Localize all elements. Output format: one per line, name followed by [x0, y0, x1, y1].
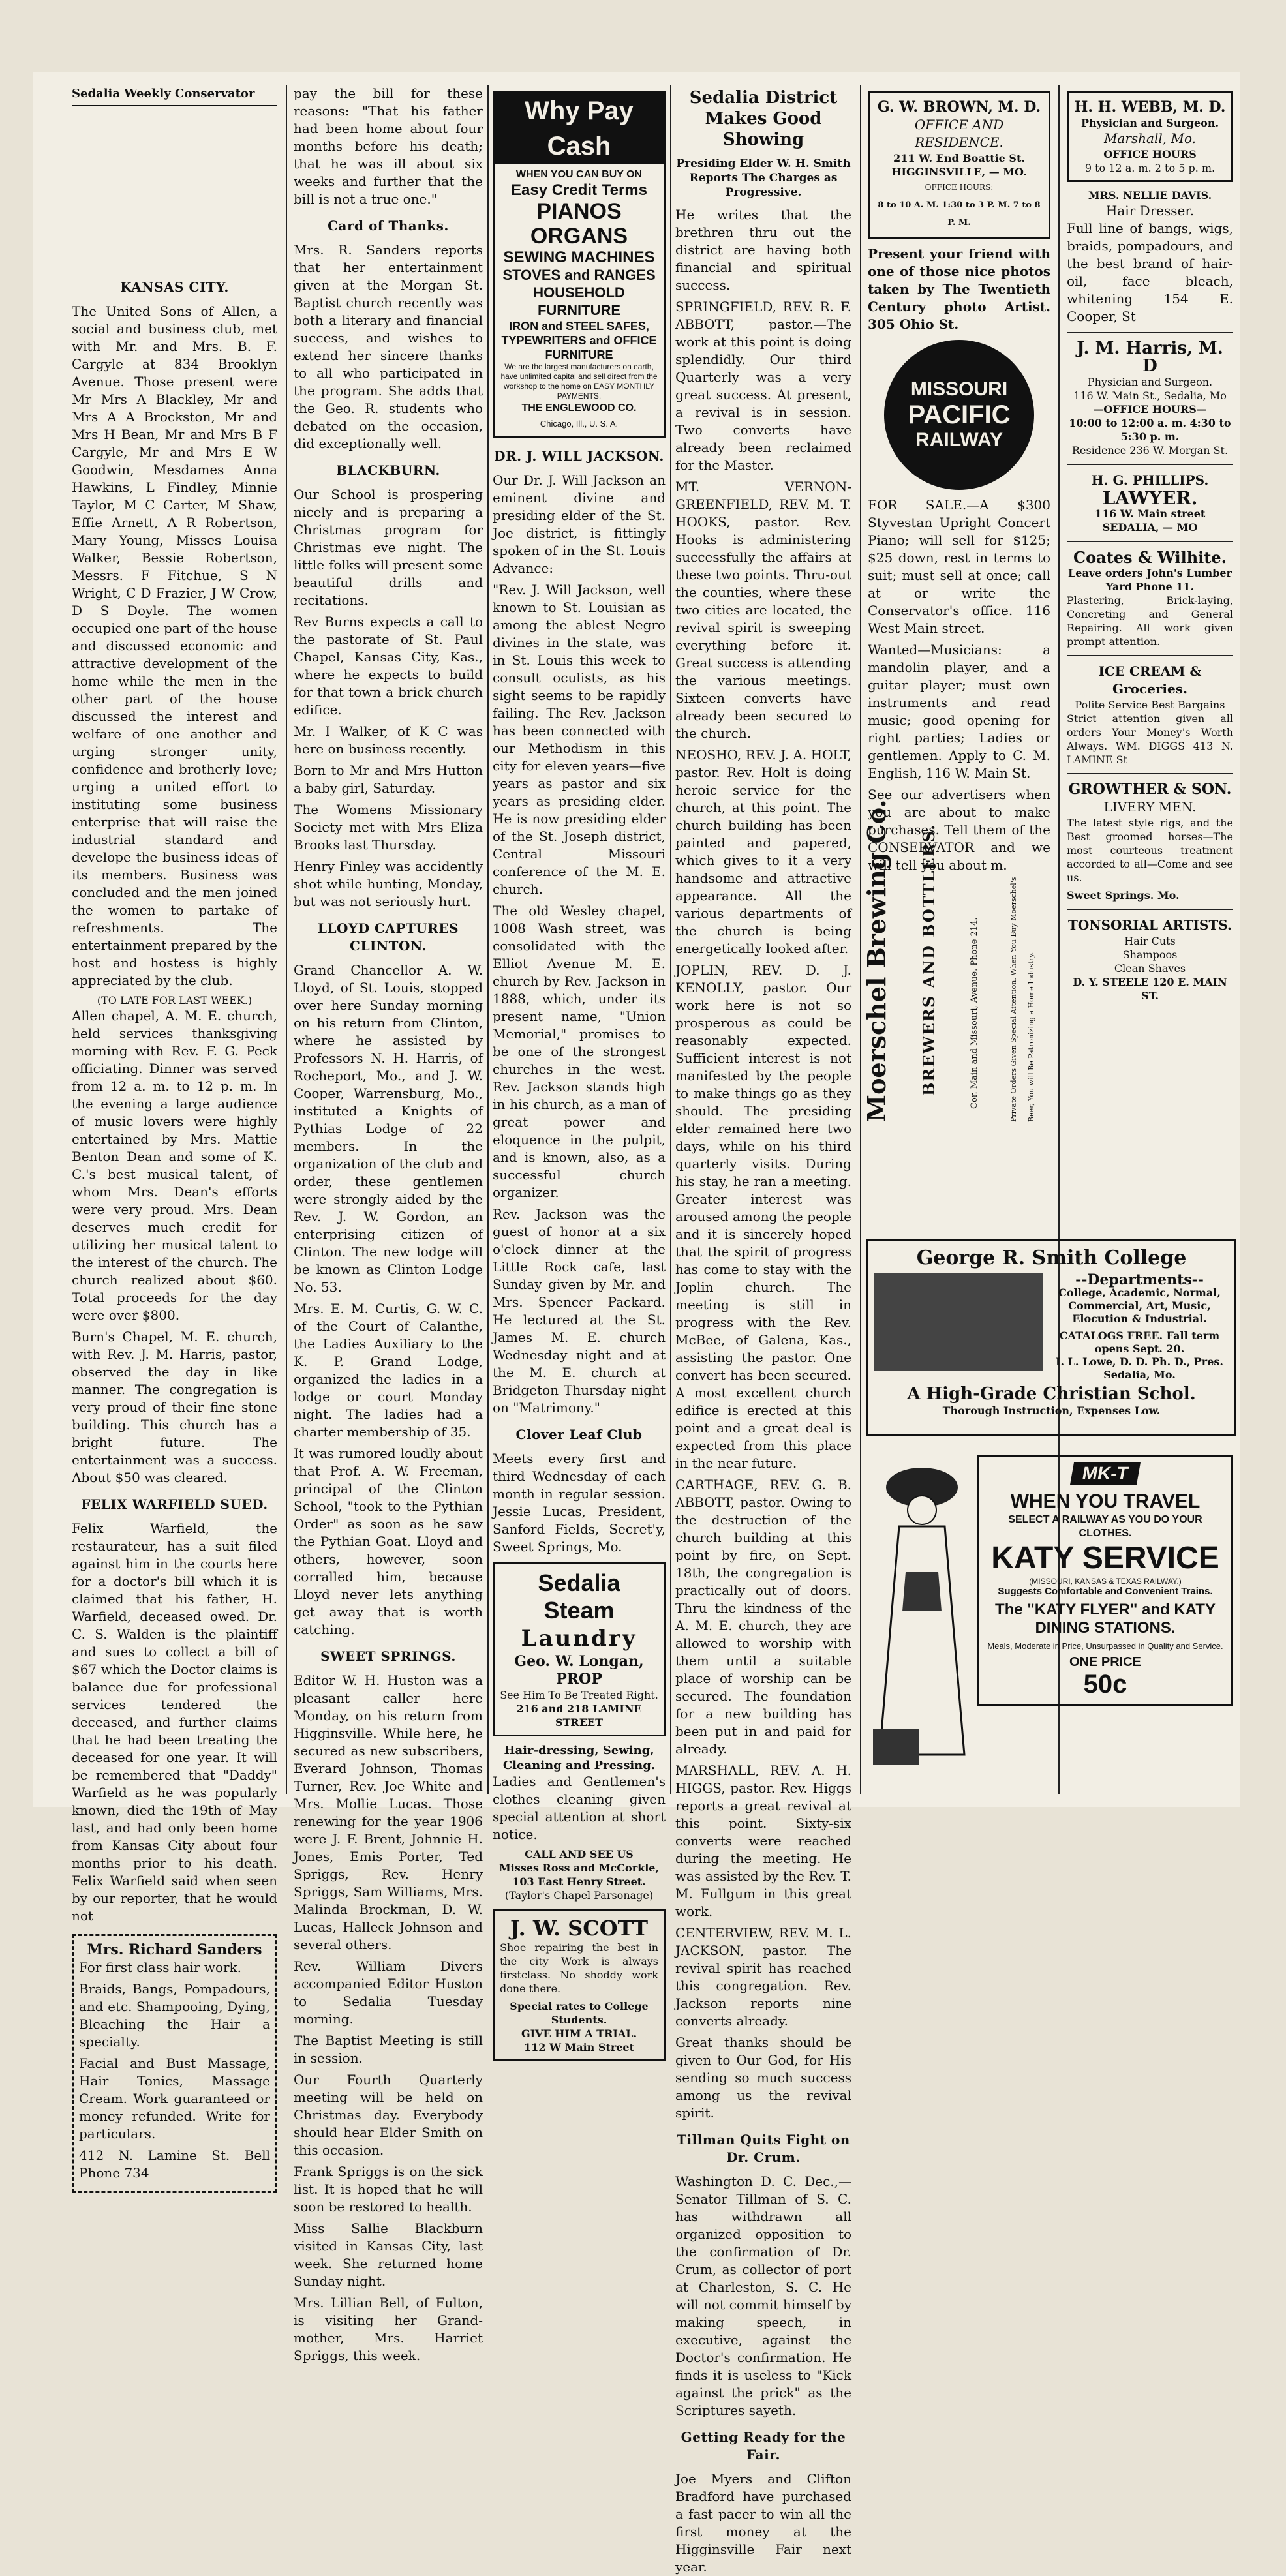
lloyd-paragraph: Mrs. E. M. Curtis, G. W. C. of the Court of Calanthe, the Ladies Auxiliary to the K. P. Grand Lodge, organized the ladies in a lodge or court Monday night. The ladies had a charter membership of 35.: [294, 1301, 483, 1440]
missouri-pacific-logo: [884, 340, 1034, 490]
sweet-springs-heading: SWEET SPRINGS.: [320, 1648, 456, 1664]
college-tagline: A High-Grade Christian Schol.: [907, 1384, 1196, 1404]
sanders-name: Mrs. Richard Sanders: [87, 1941, 262, 1958]
cash-fine-print: We are the largest manufacturers on earth, have unlimited capital and sell direct from the workshop to the home on EASY MONTHLY PAYMENTS.: [500, 362, 658, 401]
card-of-thanks-paragraph: Mrs. R. Sanders reports that her entertainment given at the Morgan St. Baptist church recently was both a literary and financial success, and wishes to extend her sincere thanks to all who participated in the program. She adds that the Geo. R. students who debated on the occasion, did exceptionally well.: [294, 242, 483, 451]
mkt-logo: MK-T: [1070, 1462, 1141, 1485]
hair-dressing-paragraph: Ladies and Gentlemen's clothes cleaning given special attention at short notice.: [493, 1774, 666, 1842]
brown-hours: 8 to 10 A. M. 1:30 to 3 P. M. 7 to 8 P. M.: [878, 200, 1041, 228]
for-sale-notice: FOR SALE.—A $300 Styvestan Upright Concert Piano; will sell for $125; $25 down, rest in terms to suit; must sell at once; call at or write the Conservator's office. 116 West Main street.: [868, 497, 1050, 636]
webb-town: Marshall, Mo.: [1103, 130, 1197, 146]
late-note: (TO LATE FOR LAST WEEK.): [97, 994, 253, 1007]
mopac-line: PACIFIC: [908, 401, 1011, 429]
katy-line: (MISSOURI, KANSAS & TEXAS RAILWAY.): [1029, 1577, 1182, 1586]
district-paragraph: Great thanks should be given to Our God, for His sending so much success among us the revival spirit.: [675, 2035, 851, 2121]
column-5: [862, 85, 1050, 1239]
cash-line: HOUSEHOLD FURNITURE: [533, 284, 625, 318]
phillips-address: 116 W. Main street: [1094, 508, 1206, 520]
jackson-paragraph: "Rev. J. Will Jackson, well known to St. Louisian as among the ablest Negro divines in the state, was in St. Louis this week to consult oculists, as his sight seems to be rapidly failing. The Rev. Jackson has been connected with our Methodism in this city for eleven years—five years as pastor and six years as presiding elder. He is now presiding elder of the St. Joseph district, Central Missouri conference of the M. E. church.: [493, 582, 666, 897]
tillman-heading: Tillman Quits Fight on Dr. Crum.: [677, 2132, 850, 2165]
column-rule: [860, 85, 861, 1794]
college-president: I. L. Lowe, D. D. Ph. D., Pres. Sedalia, Mo.: [1056, 1356, 1223, 1381]
cash-address: Chicago, Ill., U. S. A.: [540, 419, 619, 429]
jackson-paragraph: Our Dr. J. Will Jackson an eminent divine and presiding elder of the St. Joe district, is fittingly spoken of in the St. Louis Advance:: [493, 472, 666, 576]
sweet-springs-paragraph: Mrs. Lillian Bell, of Fulton, is visiting her Grand-mother, Mrs. Harriet Spriggs, this week.: [294, 2295, 483, 2363]
coates-paragraph: Plastering, Brick-laying, Concreting and General Repairing. All work given prompt attention.: [1067, 594, 1233, 648]
katy-panel: [977, 1455, 1233, 1706]
cash-line: STOVES and RANGES: [502, 267, 656, 283]
allen-chapel-paragraph: Allen chapel, A. M. E. church, held services thanksgiving morning with Rev. F. G. Peck officiating. Dinner was served from 12 a. m. to 12 p. m. In the evening a large audience of music lovers were highly entertained by Mrs. Mattie Benton Dean and some of K. C.'s best musical talent, of whom Mrs. Dean's efforts were very proud. Mrs. Dean deserves much credit for utilizing her musical talent to the interest of the church. The church realized about $60. Total proceeds for the day were over $800.: [72, 1008, 277, 1323]
card-of-thanks-heading: Card of Thanks.: [328, 218, 449, 234]
harris-hours: 10:00 to 12:00 a. m. 4:30 to 5:30 p. m.: [1069, 417, 1231, 443]
blackburn-heading: BLACKBURN.: [336, 462, 440, 478]
harris-hours-label: —OFFICE HOURS—: [1093, 403, 1207, 416]
sweet-springs-paragraph: Our Fourth Quarterly meeting will be held on Christmas day. Everybody should hear Elder Smith on this occasion.: [294, 2072, 483, 2158]
lloyd-paragraph: It was rumored loudly about that Prof. A. W. Freeman, principal of the Clinton School, "took to the Pythian Order" as soon as he saw the Pythian Goat. Lloyd and others, however, soon corralled him, because Lloyd never lets anything get away that is worth catching.: [294, 1446, 483, 1637]
katy-price: 50c: [1083, 1670, 1127, 1699]
katy-line: WHEN YOU TRAVEL: [1010, 1491, 1201, 1512]
growther-town: Sweet Springs. Mo.: [1067, 889, 1180, 902]
lloyd-paragraph: Grand Chancellor A. W. Lloyd, of St. Louis, stopped over here Sunday morning on his return from Clinton, where he assisted by Professors N. H. Harris, of Rocheport, Mo., and J. W. Cooper, Warrensburg, Mo., instituted a Knights of Pythias Lodge of 22 members. In the organization of the club and order, these gentlemen were strongly aided by the Rev. J. W. Gordon, an enterprising citizen of Clinton. The new lodge will be known as Clinton Lodge No. 53.: [294, 962, 483, 1295]
column-rule: [670, 85, 671, 1794]
cash-line: PIANOS: [536, 199, 622, 224]
lloyd-heading: LLOYD CAPTURES CLINTON.: [317, 920, 459, 954]
clover-leaf-paragraph: Meets every first and third Wednesday of each month in regular session. Jessie Lucas, President, Sanford Fields, Secret'y, Sweet Springs, Mo.: [493, 1451, 666, 1554]
college-ad: [866, 1239, 1236, 1436]
felix-warfield-paragraph: Felix Warfield, the restaurateur, has a suit filed against him in the courts here for a doctor's bill which it is claimed that his father, H. Warfield, deceased owed. Dr. C. S. Walden is the plaintiff and sues to collect a bill of $67 which the Doctor claims is balance due for professional services tendered the deceased, and further claims that he had been treating the deceased for one year. It will be remembered that "Daddy" Warfield as he was popularly known, died the 19th of May last, and had only been home from Kansas City about four months prior to his death. Felix Warfield said when seen by our reporter, that he would not: [72, 1521, 277, 1924]
scott-name: J. W. SCOTT: [510, 1916, 649, 1941]
harris-sub: Physician and Surgeon.: [1087, 376, 1213, 388]
why-pay-cash-title: Why Pay Cash: [495, 93, 664, 164]
brew-sub: BREWERS AND BOTTLERS.: [919, 823, 938, 1096]
photo-notice: Present your friend with one of those nice photos taken by The Twentieth Century photo Artist. 305 Ohio St.: [868, 246, 1050, 332]
webb-hours: 9 to 12 a. m. 2 to 5 p. m.: [1084, 162, 1216, 174]
kansas-city-heading: KANSAS CITY.: [120, 279, 229, 295]
webb-name: H. H. WEBB, M. D.: [1074, 98, 1226, 115]
cash-line: ORGANS: [530, 224, 628, 249]
brew-note: Private Orders Given Special Attention. When You Buy Moerschel's Beer, You will Be Patronizing a Home Industry.: [1009, 877, 1035, 1122]
harris-address: 116 W. Main St., Sedalia, Mo: [1073, 389, 1227, 402]
sweet-springs-paragraph: Rev. William Divers accompanied Editor Huston to Sedalia Tuesday morning.: [294, 1958, 483, 2027]
college-catalogs: CATALOGS FREE. Fall term opens Sept. 20.: [1059, 1329, 1220, 1355]
davis-paragraph: Full line of bangs, wigs, braids, pompadours, and the best brand of hair-oil, face bleach, whitening 154 E. Cooper, St: [1067, 220, 1233, 324]
sanders-line: Facial and Bust Massage, Hair Tonics, Massage Cream. Work guaranteed or money refunded. Write for particulars.: [79, 2055, 270, 2142]
district-paragraph: SPRINGFIELD, REV. R. F. ABBOTT, pastor.—The work at this point is doing splendidly. Our third Quarterly was a very great success. At present, a revival is in session. Two converts have already been reclaimed for the Master.: [675, 299, 851, 473]
phillips-town: SEDALIA, — MO: [1102, 521, 1198, 534]
ice-cream-sub: Polite Service Best Bargains: [1075, 699, 1225, 711]
sanders-line: Braids, Bangs, Pompadours, and etc. Shampooing, Dying, Bleaching the Hair a specialty.: [79, 1981, 270, 2050]
katy-line: SELECT A RAILWAY AS YOU DO YOUR CLOTHES.: [1008, 1514, 1202, 1539]
laundry-proprietor: Geo. W. Longan, PROP: [514, 1653, 644, 1688]
scott-address: 112 W Main Street: [524, 2041, 634, 2053]
scott-trial: GIVE HIM A TRIAL.: [521, 2027, 637, 2040]
brew-name: Moerschel Brewing Co.: [862, 799, 891, 1122]
college-tagline-2: Thorough Instruction, Expenses Low.: [942, 1404, 1161, 1417]
growther-title: LIVERY MEN.: [1103, 799, 1197, 815]
growther-name: GROWTHER & SON.: [1068, 781, 1232, 798]
laundry-ad: [493, 1562, 666, 1736]
harris-name: J. M. Harris, M. D: [1077, 339, 1223, 376]
harris-residence: Residence 236 W. Morgan St.: [1071, 444, 1229, 457]
brown-sub: OFFICE AND RESIDENCE.: [914, 117, 1004, 150]
jackson-paragraph: Rev. Jackson was the guest of honor at a six o'clock dinner at the Little Rock cafe, last Sunday given by Mr. and Mrs. Spencer Packard. He lectured at the St. James M. E. church Wednesday night and at the M. E. church at Bridgeton Thursday night on "Matrimony.": [493, 1206, 666, 1416]
masthead: Sedalia Weekly Conservator: [72, 85, 277, 106]
sanders-address: 412 N. Lamine St. Bell Phone 734: [79, 2147, 270, 2181]
college-departments: College, Academic, Normal, Commercial, Art, Music, Elocution & Industrial.: [1058, 1286, 1221, 1325]
column-1: [72, 85, 277, 2181]
district-heading: Sedalia District Makes Good Showing: [689, 88, 838, 149]
scott-ad: [493, 1909, 666, 2061]
mopac-line: RAILWAY: [915, 429, 1003, 451]
column-rule: [286, 85, 287, 1794]
tillman-paragraph: Washington D. C. Dec.,—Senator Tillman of S. C. has withdrawn all organized opposition to the confirmation of Dr. Crum, as collector of port at Charleston, S. C. He will not commit himself by making speech, in executive, against the Doctor's confirmation. He finds it is useless to "Kick against the prick" as the Scriptures sayeth.: [675, 2174, 851, 2418]
newspaper-page: [33, 72, 1240, 2575]
cash-line: IRON and STEEL SAFES, TYPEWRITERS and OFFICE FURNITURE: [501, 320, 657, 361]
wanted-notice: Wanted—Musicians: a mandolin player, and a guitar player; must own instruments and read music; good opening for right parties; Ladies or gentlemen. Apply to C. M. English, 116 W. Main St.: [868, 642, 1050, 781]
tonsorial-name: D. Y. STEELE 120 E. MAIN ST.: [1073, 976, 1227, 1002]
district-paragraph: He writes that the brethren thru out the district are having both financial and spiritual success.: [675, 207, 851, 293]
katy-service: KATY SERVICE: [991, 1541, 1219, 1575]
sweet-springs-paragraph: The Baptist Meeting is still in session.: [294, 2033, 483, 2066]
column-6: [1067, 85, 1233, 1239]
cash-firm: THE ENGLEWOOD CO.: [521, 402, 637, 414]
ice-cream-paragraph: Strict attention given all orders Your Money's Worth Always. WM. DIGGS 413 N. LAMINE St: [1067, 712, 1233, 766]
webb-hours-label: OFFICE HOURS: [1103, 148, 1197, 160]
tonsorial-line: Shampoos: [1122, 948, 1178, 961]
coates-orders: Leave orders John's Lumber Yard Phone 11.: [1068, 567, 1232, 593]
column-2: [294, 85, 483, 2363]
college-building-image: [874, 1273, 1043, 1371]
fair-heading: Getting Ready for the Fair.: [681, 2429, 846, 2462]
webb-ad: [1067, 91, 1233, 182]
brown-address: 211 W. End Boattie St.: [893, 152, 1025, 164]
advertisers-notice: See our advertisers when you are about to make purchases. Tell them of the CONSERVATOR and we will tell you about m.: [868, 787, 1050, 873]
column-rule: [487, 85, 489, 1794]
blackburn-paragraph: Rev Burns expects a call to the pastorate of St. Paul Chapel, Kansas City, Kas., where he expects to build for that town a brick church edifice.: [294, 614, 483, 718]
felix-warfield-heading: FELIX WARFIELD SUED.: [81, 1496, 268, 1512]
district-paragraph: MT. VERNON-GREENFIELD, REV. M. T. HOOKS, pastor. Rev. Hooks is administering successfully the affairs at these two points. Thru-out the counties, where these two cities are located, the revival spirit is sweeping everything before it. Great success is attending the various meetings. Sixteen converts have already been secured to the church.: [675, 479, 851, 741]
katy-line: Suggests Comfortable and Convenient Trains.: [998, 1586, 1213, 1597]
cash-terms: Easy Credit Terms: [511, 181, 647, 199]
burns-chapel-paragraph: Burn's Chapel, M. E. church, with Rev. J. M. Harris, pastor, observed the day in like manner. The congregation is very proud of their fine stone building. This church has a bright future. The entertainment was a success. About $50 was cleared.: [72, 1329, 277, 1485]
phillips-name: H. G. PHILLIPS.: [1091, 472, 1209, 488]
masthead-faded-text: [72, 106, 277, 269]
coates-name: Coates & Wilhite.: [1073, 548, 1227, 567]
brown-name: G. W. BROWN, M. D.: [877, 98, 1041, 115]
katy-ad: [866, 1442, 1232, 1787]
district-paragraph: CARTHAGE, REV. G. B. ABBOTT, pastor. Owing to the destruction of the church building at this point by fire, on Sept. 18th, the congregation is practically out of doors. Thru the kindness of the A. M. E. church, they are allowed to worship with them until a suitable place of worship can be secured. The foundation for a new building has been put in and paid for already.: [675, 1477, 851, 1757]
blackburn-paragraph: The Womens Missionary Society met with Mrs Eliza Brooks last Thursday.: [294, 802, 483, 853]
brew-address: Cor. Main and Missouri, Avenue. Phone 214.: [970, 917, 979, 1109]
sweet-springs-paragraph: Editor W. H. Huston was a pleasant caller here Monday, on his return from Higginsville. While here, he secured as new subscribers, Everard Johnson, Thomas Turner, Rev. Joe White and Mrs. Mollie Lucas. Those renewing for the year 1906 were J. F. Brent, Johnnie H. Jones, Emis Porter, Ted Spriggs, Rev. Henry Spriggs, Sam Williams, Mrs. Malinda Brockman, D. W. Lucas, Halleck Johnson and several others.: [294, 1673, 483, 1952]
brown-town: HIGGINSVILLE, — MO.: [891, 166, 1027, 178]
blackburn-paragraph: Born to Mr and Mrs Hutton a baby girl, Saturday.: [294, 763, 483, 796]
district-paragraph: MARSHALL, REV. A. H. HIGGS, pastor. Rev. Higgs reports a great revival at this point. Sixty-six converts were reached during the meeting. He was assisted by the Rev. T. M. Fullgum in this great work.: [675, 1763, 851, 1919]
laundry-title: Laundry: [521, 1626, 637, 1652]
sanders-ad: [72, 1934, 277, 2193]
lady-illustration: [866, 1442, 977, 1781]
webb-sub: Physician and Surgeon.: [1080, 117, 1219, 129]
davis-title: Hair Dresser.: [1105, 203, 1195, 219]
sweet-springs-paragraph: Frank Spriggs is on the sick list. It is hoped that he will soon be restored to health.: [294, 2164, 483, 2215]
continued-paragraph: pay the bill for these reasons: "That his father had been home about four months before his death; that he was ill about six weeks and further that the bill is not a true one.": [294, 85, 483, 207]
phillips-title: LAWYER.: [1102, 487, 1198, 509]
sanders-line: For first class hair work.: [79, 1960, 242, 1975]
jackson-heading: DR. J. WILL JACKSON.: [494, 448, 664, 464]
laundry-title: Sedalia Steam: [538, 1569, 620, 1624]
blackburn-paragraph: Our School is prospering nicely and is preparing a Christmas program for Christmas eve night. The little folks will present some beautiful drills and recitations.: [294, 487, 483, 608]
hair-dressing-heading: Hair-dressing, Sewing, Cleaning and Pressing.: [502, 1744, 656, 1772]
college-departments-heading: --Departments--: [1075, 1271, 1204, 1288]
laundry-tagline: See Him To Be Treated Right.: [500, 1689, 658, 1701]
blackburn-paragraph: Henry Finley was accidently shot while hunting, Monday, but was not seriously hurt.: [294, 858, 483, 909]
district-paragraph: NEOSHO, REV. J. A. HOLT, pastor. Rev. Holt is doing heroic service for the church, at this point. The church building has been painted and papered, which gives to it a very handsome and attractive appearance. All the various departments of the church is being energetically looked after.: [675, 747, 851, 956]
jackson-paragraph: The old Wesley chapel, 1008 Wash street, was consolidated with the Elliot Avenue M. E. church by Rev. Jackson in 1888, which, under its present name, "Union Memorial," promises to be one of the strongest churches in the west. Rev. Jackson stands high in his church, as a man of great power and eloquence in the pulpit, and is known, also, as a successful church organizer.: [493, 903, 666, 1200]
blackburn-paragraph: Mr. I Walker, of K C was here on business recently.: [294, 723, 483, 757]
hair-call: CALL AND SEE US: [525, 1848, 634, 1860]
growther-paragraph: The latest style rigs, and the Best groomed horses—The most courteous treatment accorded to all—Come and see us.: [1067, 817, 1233, 884]
laundry-address: 216 and 218 LAMINE STREET: [516, 1703, 642, 1729]
hair-names: Misses Ross and McCorkle, 103 East Henry Street.: [498, 1862, 660, 1888]
katy-line: The "KATY FLYER" and KATY DINING STATIONS.: [995, 1601, 1216, 1637]
why-pay-cash-ad: [493, 91, 666, 438]
column-4: [675, 85, 851, 2575]
katy-price-label: ONE PRICE: [1069, 1655, 1142, 1669]
district-paragraph: JOPLIN, REV. D. J. KENOLLY, pastor. Our work here is not so prosperous as could be reasonably expected. Sufficient interest is not manifested by the people to make things go as they should. The presiding elder remained here two days, while on his third quarterly visits. During his stay, he ran a meeting. Greater interest was aroused among the people and it is sincerely hoped that the spirit of progress has come to stay with the Joplin church. The meeting is still in progress with the Rev. McBee, of Galena, Kas., assisting the pastor. One convert has been secured. A most excellent church edifice is erected at this point and a great deal is expected from this place in the near future.: [675, 962, 851, 1471]
fair-paragraph: Joe Myers and Clifton Bradford have purchased a fast pacer to win all the first money at the Higginsville Fair next year.: [675, 2471, 851, 2575]
scott-special: Special rates to College Students.: [510, 2000, 649, 2026]
tonsorial-heading: TONSORIAL ARTISTS.: [1067, 917, 1232, 933]
brown-ad: [868, 91, 1050, 239]
college-name: George R. Smith College: [916, 1247, 1187, 1269]
clover-leaf-heading: Clover Leaf Club: [515, 1427, 643, 1442]
cash-sub: WHEN YOU CAN BUY ON: [515, 169, 643, 180]
davis-name: MRS. NELLIE DAVIS.: [1088, 189, 1212, 202]
tonsorial-line: Hair Cuts: [1124, 935, 1176, 947]
mopac-line: MISSOURI: [910, 378, 1008, 400]
sweet-springs-paragraph: Miss Sallie Blackburn visited in Kansas City, last week. She returned home Sunday night.: [294, 2220, 483, 2289]
ice-cream-heading: ICE CREAM & Groceries.: [1098, 663, 1202, 697]
cash-line: SEWING MACHINES: [503, 249, 655, 266]
district-subheading: Presiding Elder W. H. Smith Reports The Charges as Progressive.: [676, 157, 851, 199]
katy-line: Meals, Moderate in Price, Unsurpassed in Quality and Service.: [987, 1641, 1223, 1651]
tonsorial-line: Clean Shaves: [1114, 962, 1186, 975]
brown-hours-label: OFFICE HOURS:: [925, 183, 994, 192]
hair-parsonage: (Taylor's Chapel Parsonage): [504, 1889, 654, 1902]
scott-paragraph: Shoe repairing the best in the city Work is always firstclass. No shoddy work done there.: [500, 1941, 658, 1995]
column-3: [493, 85, 666, 2053]
district-paragraph: CENTERVIEW, REV. M. L. JACKSON, pastor. The revival spirit has reached this congregation. Rev. Jackson reports nine converts already.: [675, 1925, 851, 2029]
kansas-city-paragraph: The United Sons of Allen, a social and business club, met with Mr. and Mrs. B. F. Cargyle at 834 Brooklyn Avenue. Those present were Mr Mrs A Blackley, Mr and Mrs A A Brockston, Mr and Mrs H Bean, Mr and Mrs B F Cargyle, Mr and Mrs E W Goodwin, Mesdames Anna Hawkins, L Findley, Minnie Taylor, M C Carter, M Shaw, Effie Arnett, A R Robertson, Mary Young, Misses Louisa Walker, Bessie Robertson, Messrs. F Fitchue, S N Wright, C D Frazier, J W Crow, D S Doyle. The women occupied one part of the house and discussed economic and attractive development of the home while the men in the other part of the house discussed the interest and welfare of one another and urging stronger unity, confidence and brotherly love; urging a united effort to instituting some business enterprise that will raise the industrial standard and develope the business ideas of its members. Business was concluded and the men joined the women to partake of refreshments. The entertainment prepared by the host and hostess is highly appreciated by the club.: [72, 303, 277, 988]
